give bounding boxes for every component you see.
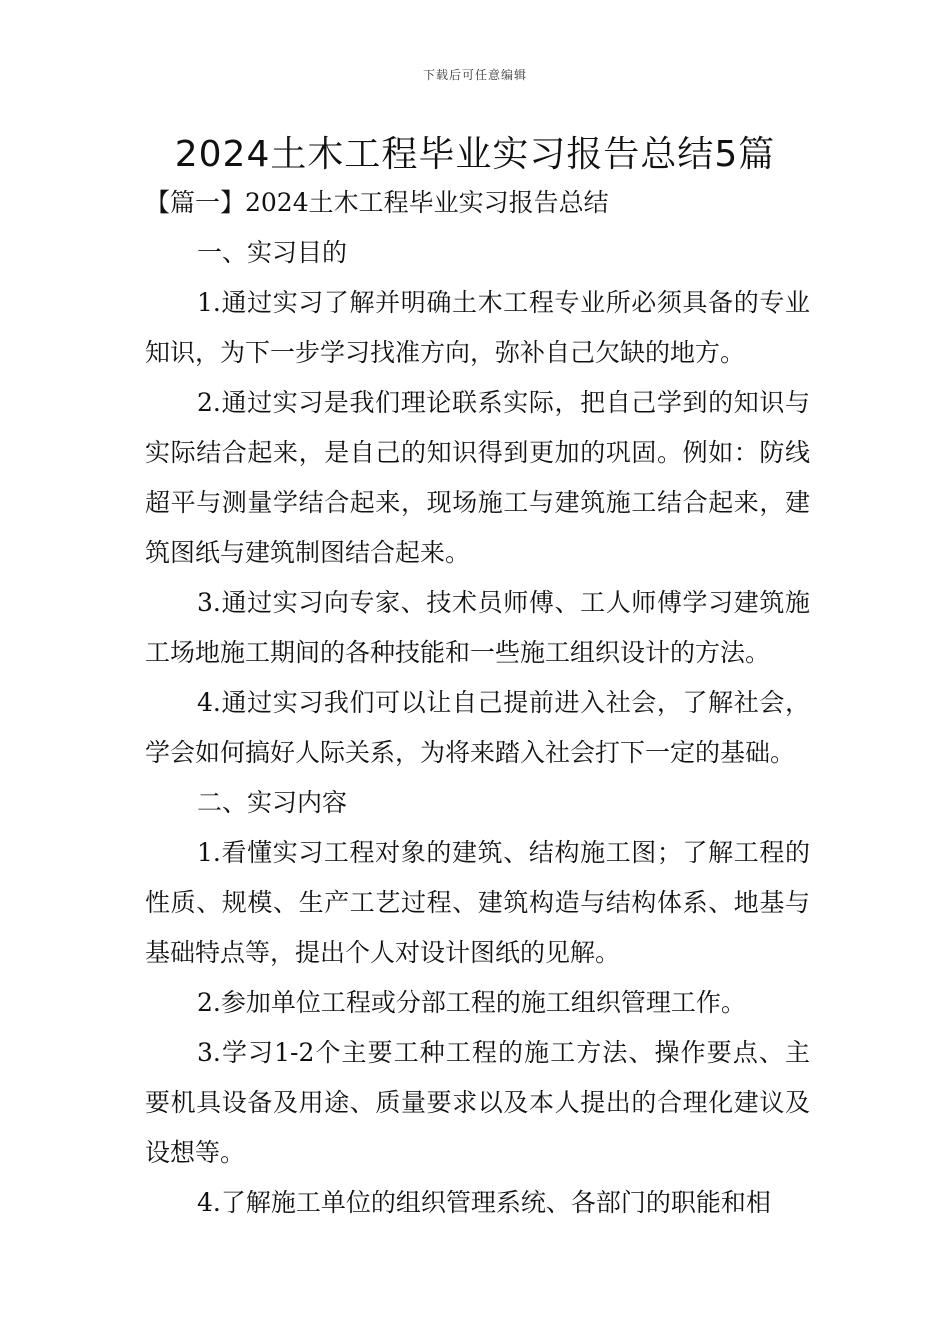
paragraph: 4.通过实习我们可以让自己提前进入社会，了解社会，学会如何搞好人际关系，为将来踏入社会打下一定的基础。: [145, 688, 810, 767]
paragraph: 2.通过实习是我们理论联系实际，把自己学到的知识与实际结合起来，是自己的知识得到更加的巩固。例如：防线超平与测量学结合起来，现场施工与建筑施工结合起来，建筑图纸与建筑制图结合起来。: [145, 388, 810, 567]
paragraph: 3.学习1-2个主要工种工程的施工方法、操作要点、主要机具设备及用途、质量要求以及本人提出的合理化建议及设想等。: [145, 1038, 810, 1167]
paragraph: 1.看懂实习工程对象的建筑、结构施工图；了解工程的性质、规模、生产工艺过程、建筑构造与结构体系、地基与基础特点等，提出个人对设计图纸的见解。: [145, 838, 810, 967]
section-title: 【篇一】2024土木工程毕业实习报告总结: [145, 188, 609, 217]
paragraph: 2.参加单位工程或分部工程的施工组织管理工作。: [197, 988, 746, 1017]
section-heading: 一、实习目的: [197, 238, 348, 267]
paragraph: 3.通过实习向专家、技术员师傅、工人师傅学习建筑施工场地施工期间的各种技能和一些施工组织设计的方法。: [145, 588, 810, 667]
document-body: [145, 178, 810, 1228]
paragraph: 1.通过实习了解并明确土木工程专业所必须具备的专业知识，为下一步学习找准方向，弥补自己欠缺的地方。: [145, 288, 810, 367]
document-title: 2024土木工程毕业实习报告总结5篇: [174, 134, 776, 175]
paragraph: 4.了解施工单位的组织管理系统、各部门的职能和相: [197, 1188, 771, 1217]
section-heading: 二、实习内容: [197, 788, 348, 817]
header-note: 下载后可任意编辑: [422, 68, 527, 82]
